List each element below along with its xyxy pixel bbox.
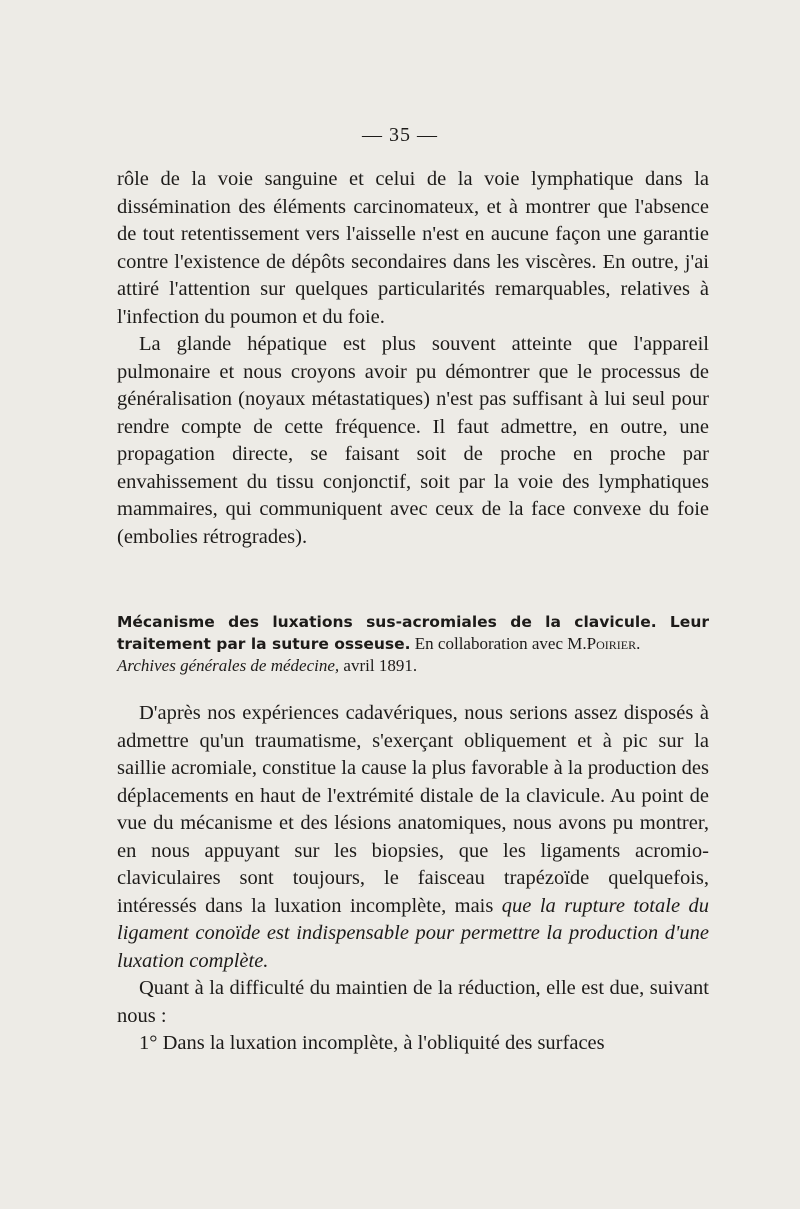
paragraph: La glande hépatique est plus souvent atteinte que l'appareil pulmonaire et nous croyons avoir pu démontrer que le processus de généralisation (noyaux métastatiques) n'est pas suffisant à lui seul pour rendre compte de cette fréquence. Il faut admettre, en outre, une propagation directe, se faisant soit de proche en proche par envahissement du tissu conjonctif, soit par la voie des lymphatiques mammaires, qui communiquent avec ceux de la face convexe du foie (embolies rétrogrades). [117,333,709,548]
citation-date: avril 1891. [343,656,418,675]
page-number: — 35 — [362,124,438,146]
article-heading [117,611,709,677]
citation [117,655,709,677]
article-title: Mécanisme des luxations sus-acromiales de la clavicule. Leur traitement par la suture osseuse. [117,613,709,653]
section-clavicle-text [117,700,709,1058]
emphasized-text: que la rupture totale du ligament conoïde est indispensable pour permettre la production d'une luxation complète. [117,894,709,972]
paragraph: 1° Dans la luxation incomplète, à l'obliquité des surfaces [139,1032,605,1054]
paragraph: rôle de la voie sanguine et celui de la voie lymphatique dans la dissémination des éléments carcinomateux, et à montrer que l'absence de tout retentissement vers l'aisselle n'est en aucune façon une garantie contre l'existence de dépôts secondaires dans les viscères. En outre, j'ai attiré l'attention sur quelques particularités remarquables, relatives à l'infection du poumon et du foie. [117,168,709,328]
coauthor-name: Poirier. [586,634,641,653]
section-carcinoma-text [117,166,709,551]
journal-name: Archives générales de médecine, [117,656,340,675]
paragraph: Quant à la difficulté du maintien de la réduction, elle est due, suivant nous : [117,977,709,1027]
paragraph [117,700,709,975]
collaboration-note: En collaboration avec M. [414,634,587,653]
paragraph-text: D'après nos expériences cadavériques, nous serions assez disposés à admettre qu'un traumatisme, s'exerçant obliquement et à pic sur la saillie acromiale, constitue la cause la plus favorable à la production des déplacements en haut de l'extrémité distale de la clavicule. Au point de vue du mécanisme et des lésions anatomiques, nous avons pu montrer, en nous appuyant sur les biopsies, que les ligaments acromio-claviculaires sont toujours, le faisceau trapézoïde quelquefois, intéressés dans la luxation incomplète, mais [117,702,709,917]
